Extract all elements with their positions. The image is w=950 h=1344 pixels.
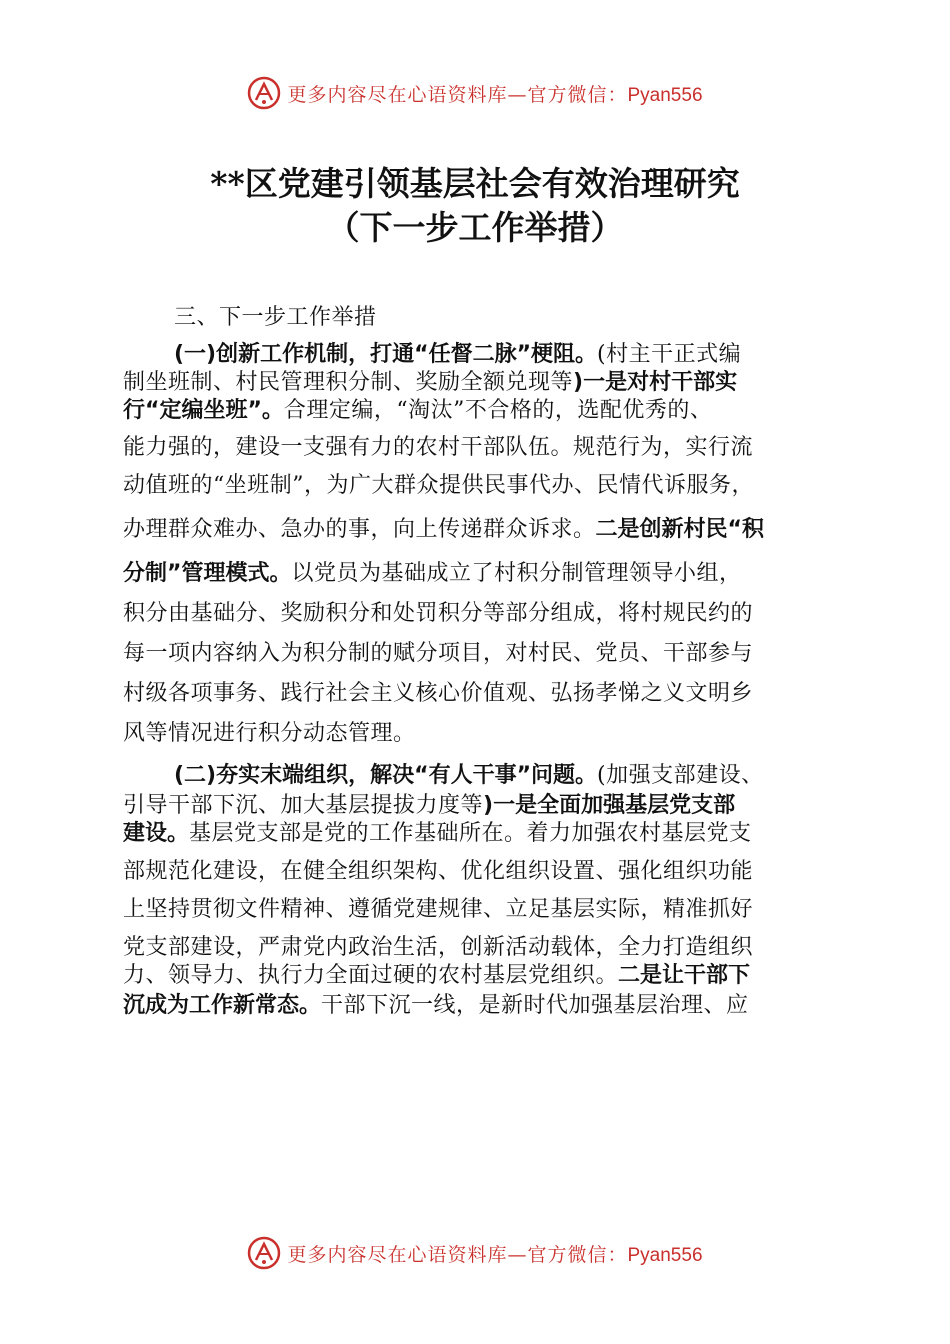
footer-banner <box>0 1233 950 1273</box>
body-line: 村级各项事务、践行社会主义核心价值观、弘扬孝悌之义文明乡 <box>123 681 754 706</box>
body-line: 引导干部下沉、加大基层提拔力度等)一是全面加强基层党支部 <box>123 793 736 818</box>
body-line: 能力强的，建设一支强有力的农村干部队伍。规范行为，实行流 <box>123 435 754 460</box>
body-line: 部规范化建设，在健全组织架构、优化组织设置、强化组织功能 <box>123 859 754 884</box>
document-subtitle: （下一步工作举措） <box>326 208 624 247</box>
document-title: **区党建引领基层社会有效治理研究 <box>210 164 740 203</box>
body-line: 制坐班制、村民管理积分制、奖励全额兑现等)一是对村干部实 <box>123 370 738 395</box>
body-line: 动值班的“坐班制”，为广大群众提供民事代办、民情代诉服务， <box>123 473 754 498</box>
body-line: 上坚持贯彻文件精神、遵循党建规律、立足基层实际，精准抓好 <box>123 897 754 922</box>
logo-icon <box>247 1236 281 1270</box>
body-line: (二)夯实末端组织，解决“有人干事”问题。(加强支部建设、 <box>174 763 764 788</box>
footer-banner-text: 更多内容尽在心语资料库—官方微信：Pyan556 <box>287 1243 703 1266</box>
body-line: 分制”管理模式。以党员为基础成立了村积分制管理领导小组， <box>123 561 742 586</box>
logo-icon <box>247 76 281 110</box>
body-line: 党支部建设，严肃党内政治生活，创新活动载体，全力打造组织 <box>123 935 754 960</box>
body-line: 积分由基础分、奖励积分和处罚积分等部分组成，将村规民约的 <box>123 601 754 626</box>
header-banner <box>0 73 950 113</box>
body-line: 沉成为工作新常态。干部下沉一线，是新时代加强基层治理、应 <box>123 993 749 1018</box>
body-line: 建设。基层党支部是党的工作基础所在。着力加强农村基层党支 <box>123 821 752 846</box>
body-line: 行“定编坐班”。合理定编，“淘汰”不合格的，选配优秀的、 <box>123 398 713 423</box>
body-line: 力、领导力、执行力全面过硬的农村基层党组织。二是让干部下 <box>123 963 751 988</box>
body-line: 风等情况进行积分动态管理。 <box>123 721 416 746</box>
wechat-id: Pyan556 <box>627 1244 703 1266</box>
body-line: (一)创新工作机制，打通“任督二脉”梗阻。(村主干正式编 <box>174 342 742 367</box>
section-heading: 三、下一步工作举措 <box>174 305 377 330</box>
wechat-id: Pyan556 <box>627 84 703 106</box>
body-line: 办理群众难办、急办的事，向上传递群众诉求。二是创新村民“积 <box>123 517 764 542</box>
header-banner-text: 更多内容尽在心语资料库—官方微信：Pyan556 <box>287 83 703 106</box>
body-line: 每一项内容纳入为积分制的赋分项目，对村民、党员、干部参与 <box>123 641 754 666</box>
